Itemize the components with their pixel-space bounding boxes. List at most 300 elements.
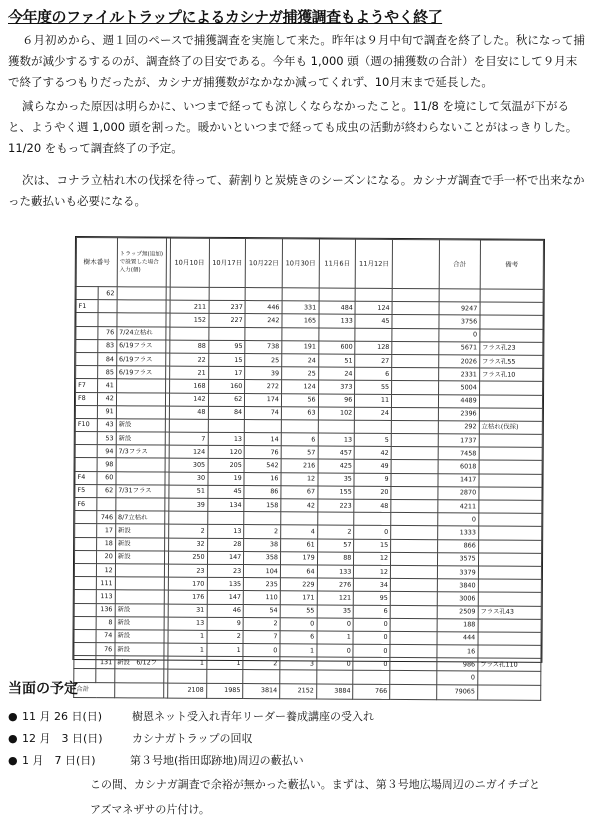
header-date: 11月6日 — [319, 239, 356, 288]
bullet-icon: ● — [8, 732, 18, 745]
trap-note-cell: 6/19フラス — [116, 353, 165, 366]
total-cell: 3006 — [437, 592, 478, 605]
remark-cell — [479, 487, 542, 501]
tree-no-cell: 84 — [98, 353, 116, 366]
tree-no-cell: 20 — [97, 550, 115, 563]
trap-note-cell: 新設 — [115, 537, 164, 550]
total-cell: 3379 — [437, 566, 478, 579]
count-cell: 331 — [282, 301, 319, 314]
count-cell: 205 — [208, 459, 245, 472]
tree-no-cell: 111 — [97, 577, 115, 590]
trap-note-cell — [116, 458, 165, 471]
blank-cell — [390, 605, 437, 618]
blank-cell — [390, 631, 437, 644]
remark-cell: 立枯れ(伐採) — [479, 421, 542, 435]
count-cell: 67 — [281, 486, 318, 499]
total-cell: 4489 — [438, 394, 479, 407]
count-cell: 35 — [318, 473, 355, 486]
trap-note-cell — [115, 669, 164, 682]
schedule-date: 11 月 26 日(日) — [22, 710, 103, 723]
count-cell: 276 — [317, 578, 354, 591]
tree-no-cell: 62 — [97, 484, 115, 497]
tree-no-cell — [98, 300, 116, 313]
trap-note-cell: 新設 — [115, 551, 164, 564]
tree-no-cell: 62 — [99, 287, 117, 300]
count-cell: 2 — [243, 657, 280, 670]
remark-cell — [477, 671, 540, 685]
total-cell: 2396 — [438, 407, 479, 420]
count-cell: 6 — [355, 367, 392, 380]
trap-note-cell: 7/24立枯れ — [117, 326, 166, 339]
blank-cell — [391, 447, 438, 460]
count-cell: 1 — [206, 657, 243, 670]
count-cell — [316, 670, 353, 683]
area-cell — [76, 287, 99, 300]
header-trap-info: トラップ無(追加)で設置した場合入力(個) — [117, 238, 166, 287]
tree-no-cell: 83 — [98, 339, 116, 352]
count-cell: 446 — [245, 301, 282, 314]
count-cell: 216 — [281, 459, 318, 472]
count-cell — [244, 512, 281, 525]
count-cell: 158 — [244, 499, 281, 512]
count-cell: 1 — [206, 643, 243, 656]
remark-cell — [478, 632, 541, 646]
schedule-date: 1 月 7 日(日) — [22, 754, 96, 767]
remark-cell — [478, 526, 541, 540]
count-cell — [280, 670, 317, 683]
blank-cell — [391, 552, 438, 565]
total-cell: 5671 — [439, 341, 480, 354]
count-cell: 133 — [319, 314, 356, 327]
count-cell: 86 — [244, 485, 281, 498]
count-cell: 96 — [318, 393, 355, 406]
blank-cell — [390, 658, 437, 671]
remark-cell — [479, 381, 542, 395]
count-cell — [245, 327, 282, 340]
remark-cell — [479, 408, 542, 422]
count-cell: 35 — [317, 604, 354, 617]
remark-cell — [478, 566, 541, 580]
trap-note-cell: 新設 — [116, 432, 165, 445]
total-cell: 4211 — [438, 500, 479, 513]
tree-no-cell: 53 — [98, 432, 116, 445]
remark-cell: フラス孔10 — [479, 368, 542, 382]
count-cell: 1 — [168, 630, 207, 643]
count-cell: 0 — [316, 657, 353, 670]
count-cell — [208, 327, 245, 340]
count-cell: 39 — [245, 367, 282, 380]
total-cell: 3840 — [437, 579, 478, 592]
total-cell: 9247 — [439, 302, 480, 315]
schedule-text: 樹恩ネット受入れ青年リーダー養成講座の受入れ — [132, 710, 374, 723]
remark-cell: フラス孔110 — [478, 658, 541, 672]
count-cell: 24 — [355, 407, 392, 420]
blank-cell — [390, 565, 437, 578]
schedule-text: カシナガトラップの回収 — [132, 732, 253, 745]
count-cell: 0 — [243, 644, 280, 657]
count-cell: 102 — [318, 407, 355, 420]
count-cell: 20 — [354, 486, 391, 499]
trap-count-table — [72, 236, 545, 696]
count-cell: 46 — [207, 604, 244, 617]
count-cell: 51 — [169, 485, 208, 498]
header-date: 10月22日 — [245, 239, 282, 288]
area-cell: F6 — [75, 498, 98, 511]
count-cell: 229 — [280, 578, 317, 591]
total-cell: 188 — [437, 618, 478, 631]
total-cell: 0 — [437, 671, 478, 684]
tree-no-cell: 76 — [96, 643, 114, 656]
header-date: 11月12日 — [356, 239, 393, 288]
count-cell: 124 — [281, 380, 318, 393]
count-cell: 191 — [282, 341, 319, 354]
blank-cell — [390, 592, 437, 605]
trap-note-cell: 新設 — [115, 603, 164, 616]
count-cell: 42 — [281, 499, 318, 512]
count-cell: 3 — [280, 657, 317, 670]
count-cell: 235 — [244, 578, 281, 591]
count-cell: 12 — [354, 552, 391, 565]
trap-note-cell — [117, 300, 166, 313]
count-cell — [208, 419, 245, 432]
count-cell: 49 — [354, 460, 391, 473]
area-cell — [75, 405, 98, 418]
blank-cell — [392, 341, 439, 354]
count-cell: 24 — [282, 354, 319, 367]
total-cell: 1333 — [438, 526, 479, 539]
trap-note-cell: 7/31フラス — [116, 485, 165, 498]
count-cell: 9 — [354, 473, 391, 486]
count-cell — [353, 671, 390, 684]
sum-total: 79065 — [437, 684, 478, 699]
header-blank — [392, 239, 439, 288]
count-cell — [169, 511, 208, 524]
count-cell — [282, 327, 319, 340]
count-cell — [355, 420, 392, 433]
blank-cell — [392, 328, 439, 341]
remark-cell — [479, 447, 542, 461]
sum-value: 1985 — [206, 683, 243, 698]
count-cell — [317, 512, 354, 525]
blank-cell — [391, 407, 438, 420]
schedule-item — [8, 730, 253, 746]
blank-cell — [390, 671, 437, 684]
count-cell: 7 — [169, 432, 208, 445]
count-cell: 30 — [169, 472, 208, 485]
header-total: 合計 — [439, 240, 480, 289]
count-cell: 134 — [207, 498, 244, 511]
count-cell: 160 — [208, 380, 245, 393]
total-cell: 866 — [437, 539, 478, 552]
tree-no-cell: 17 — [97, 524, 115, 537]
count-cell: 57 — [281, 446, 318, 459]
trap-note-cell: 新設 — [116, 419, 165, 432]
total-cell: 2026 — [439, 355, 480, 368]
remark-cell: フラス孔43 — [478, 605, 541, 619]
count-cell: 457 — [318, 446, 355, 459]
count-cell: 425 — [318, 459, 355, 472]
area-cell — [75, 537, 98, 550]
count-cell: 7 — [243, 630, 280, 643]
blank-cell — [392, 315, 439, 328]
area-cell — [74, 577, 97, 590]
count-cell: 19 — [207, 472, 244, 485]
area-cell — [74, 563, 97, 576]
count-cell: 4 — [281, 525, 318, 538]
trap-note-cell — [115, 590, 164, 603]
total-cell: 2331 — [439, 368, 480, 381]
count-cell: 28 — [207, 538, 244, 551]
count-cell: 63 — [281, 406, 318, 419]
count-cell: 45 — [207, 485, 244, 498]
count-cell: 76 — [244, 446, 281, 459]
schedule-item — [8, 708, 374, 724]
area-cell: F5 — [75, 484, 98, 497]
blank-cell — [392, 288, 439, 301]
blank-cell — [391, 539, 438, 552]
area-cell: F1 — [76, 300, 99, 313]
table-sum-row — [74, 682, 541, 700]
tree-no-cell: 42 — [98, 392, 116, 405]
remark-cell — [480, 289, 543, 303]
blank-cell — [391, 486, 438, 499]
blank-cell — [390, 579, 437, 592]
trap-note-cell — [116, 471, 165, 484]
count-cell: 358 — [244, 551, 281, 564]
tree-no-cell: 43 — [98, 419, 116, 432]
count-cell: 2 — [207, 630, 244, 643]
count-cell: 13 — [318, 433, 355, 446]
count-cell — [355, 328, 392, 341]
remark-cell — [478, 592, 541, 606]
sum-remark — [477, 685, 540, 700]
sum-value: 3884 — [316, 684, 353, 699]
remark-cell — [478, 513, 541, 527]
count-cell: 124 — [355, 301, 392, 314]
header-date: 10月17日 — [209, 238, 246, 287]
area-cell — [74, 590, 97, 603]
sum-value: 3814 — [243, 683, 280, 698]
sum-value: 766 — [353, 684, 390, 699]
count-cell: 165 — [282, 314, 319, 327]
count-cell: 179 — [280, 552, 317, 565]
count-cell: 147 — [207, 591, 244, 604]
count-cell: 14 — [244, 433, 281, 446]
blank-cell — [391, 526, 438, 539]
count-cell: 61 — [280, 538, 317, 551]
count-cell: 25 — [245, 353, 282, 366]
tree-no-cell: 41 — [98, 379, 116, 392]
area-cell — [75, 445, 98, 458]
tree-no-cell: 76 — [98, 326, 116, 339]
trap-note-cell — [115, 577, 164, 590]
count-cell: 17 — [208, 366, 245, 379]
count-cell — [206, 670, 243, 683]
total-cell: 1737 — [438, 434, 479, 447]
tree-no-cell: 74 — [96, 630, 114, 643]
remark-cell — [478, 553, 541, 567]
count-cell: 22 — [169, 353, 208, 366]
blank-cell — [391, 433, 438, 446]
table-header-row — [76, 238, 543, 290]
count-cell: 11 — [355, 394, 392, 407]
count-cell: 74 — [245, 406, 282, 419]
count-cell: 121 — [317, 591, 354, 604]
count-cell: 124 — [169, 445, 208, 458]
area-cell: F7 — [76, 379, 99, 392]
trap-note-cell — [116, 405, 165, 418]
tree-no-cell — [96, 669, 114, 682]
count-cell: 168 — [169, 379, 208, 392]
count-cell: 0 — [353, 644, 390, 657]
remark-cell — [480, 302, 543, 316]
blank-cell — [392, 368, 439, 381]
page-title: 今年度のファイルトラップによるカシナガ捕獲調査もようやく終了 — [8, 8, 443, 26]
count-cell: 48 — [169, 406, 208, 419]
schedule-note-line: この間、カシナガ調査で余裕が無かった藪払い。まずは、第３号地広場周辺のニガイチゴと — [90, 778, 541, 791]
area-cell — [74, 656, 97, 669]
trap-note-cell: 新設 — [115, 524, 164, 537]
count-cell: 0 — [353, 657, 390, 670]
count-cell: 1 — [317, 631, 354, 644]
header-date: 10月30日 — [282, 239, 319, 288]
count-cell — [207, 512, 244, 525]
area-cell — [75, 524, 98, 537]
count-cell: 242 — [245, 314, 282, 327]
area-cell: F4 — [75, 471, 98, 484]
count-cell — [168, 670, 207, 683]
trap-note-cell: 6/19フラス — [117, 340, 166, 353]
trap-note-cell: 6/19フラス — [116, 366, 165, 379]
count-cell — [318, 420, 355, 433]
count-cell: 0 — [280, 617, 317, 630]
paragraph-next-work: 次は、コナラ立枯れ木の伐採を待って、薪割りと炭焼きのシーズンになる。カシナガ調査で手一杯で出来なかった藪払いも必要になる。 — [8, 173, 585, 208]
count-cell: 135 — [207, 577, 244, 590]
count-cell — [318, 328, 355, 341]
area-cell — [76, 313, 99, 326]
count-cell — [245, 419, 282, 432]
count-cell: 6 — [281, 433, 318, 446]
count-cell — [281, 420, 318, 433]
paragraph-survey-period: ６月初めから、週１回のペースで捕獲調査を実施して来た。昨年は９月中旬で調査を終了した。秋になって捕獲数が減少するするのが、調査終了の目安である。今年も 1,000 頭（週の捕獲数の合計）を目安にして９月末で終了するつもりだったが、カシナガ捕獲数がなかなか減ってくれず、10月末まで延長した。 — [8, 33, 585, 89]
count-cell — [355, 288, 392, 301]
tree-no-cell: 131 — [96, 656, 114, 669]
trap-note-cell: 新設 — [115, 630, 164, 643]
remark-cell: フラス孔55 — [479, 355, 542, 369]
count-cell: 51 — [318, 354, 355, 367]
count-cell: 0 — [317, 644, 354, 657]
tree-no-cell — [97, 498, 115, 511]
schedule-note-line: アズマネザサの片付け。 — [90, 803, 210, 816]
count-cell: 1 — [168, 656, 207, 669]
tree-no-cell: 98 — [97, 458, 115, 471]
count-cell — [170, 287, 209, 300]
schedule-text: 第３号地(指田邸跡地)周辺の藪払い — [130, 754, 304, 767]
total-cell: 16 — [437, 645, 478, 658]
count-cell: 54 — [243, 604, 280, 617]
count-cell: 104 — [244, 564, 281, 577]
schedule-heading: 当面の予定 — [8, 681, 78, 697]
total-cell: 5004 — [438, 381, 479, 394]
count-cell: 1 — [168, 643, 207, 656]
count-cell: 1 — [280, 644, 317, 657]
count-cell: 13 — [208, 432, 245, 445]
blank-cell — [391, 499, 438, 512]
schedule-date: 12 月 3 日(日) — [22, 732, 103, 745]
count-cell: 170 — [168, 577, 207, 590]
count-cell: 272 — [245, 380, 282, 393]
count-cell: 95 — [354, 592, 391, 605]
count-cell: 62 — [208, 393, 245, 406]
count-cell: 24 — [318, 367, 355, 380]
count-cell — [209, 287, 246, 300]
trap-note-cell — [117, 313, 166, 326]
blank-cell — [391, 473, 438, 486]
count-cell: 0 — [354, 526, 391, 539]
count-cell: 56 — [281, 393, 318, 406]
bullet-icon: ● — [8, 710, 18, 723]
area-cell — [74, 643, 97, 656]
total-cell: 444 — [437, 632, 478, 645]
count-cell: 237 — [209, 301, 246, 314]
count-cell — [282, 288, 319, 301]
area-cell — [76, 326, 99, 339]
remark-cell — [478, 579, 541, 593]
count-cell: 64 — [280, 565, 317, 578]
area-cell — [75, 511, 98, 524]
count-cell: 2 — [244, 525, 281, 538]
header-date: 10月10日 — [170, 238, 209, 287]
area-cell — [76, 366, 99, 379]
count-cell: 45 — [355, 315, 392, 328]
count-cell: 120 — [208, 446, 245, 459]
count-cell: 373 — [318, 380, 355, 393]
blank-cell — [392, 381, 439, 394]
count-cell — [243, 670, 280, 683]
total-cell: 6018 — [438, 460, 479, 473]
sum-note-cell — [114, 682, 163, 697]
count-cell: 155 — [318, 486, 355, 499]
count-cell: 55 — [355, 381, 392, 394]
total-cell: 7458 — [438, 447, 479, 460]
count-cell: 211 — [170, 300, 209, 313]
area-cell — [75, 458, 98, 471]
count-cell — [170, 327, 209, 340]
blank-cell — [391, 513, 438, 526]
count-cell: 13 — [168, 617, 207, 630]
blank-cell — [391, 420, 438, 433]
remark-cell — [480, 329, 543, 343]
total-cell: 1417 — [438, 473, 479, 486]
tree-no-cell: 60 — [97, 471, 115, 484]
tree-no-cell: 136 — [97, 603, 115, 616]
trap-note-cell — [115, 564, 164, 577]
count-cell: 128 — [355, 341, 392, 354]
count-cell: 147 — [207, 551, 244, 564]
total-cell: 3756 — [439, 315, 480, 328]
header-remarks: 備考 — [480, 240, 544, 289]
count-cell — [319, 288, 356, 301]
count-cell: 250 — [168, 551, 207, 564]
remark-cell — [479, 474, 542, 488]
remark-cell — [479, 434, 542, 448]
area-cell — [76, 352, 99, 365]
count-cell: 542 — [244, 459, 281, 472]
count-cell: 600 — [318, 341, 355, 354]
count-cell: 12 — [281, 472, 318, 485]
count-cell: 38 — [244, 538, 281, 551]
blank-cell — [390, 618, 437, 631]
